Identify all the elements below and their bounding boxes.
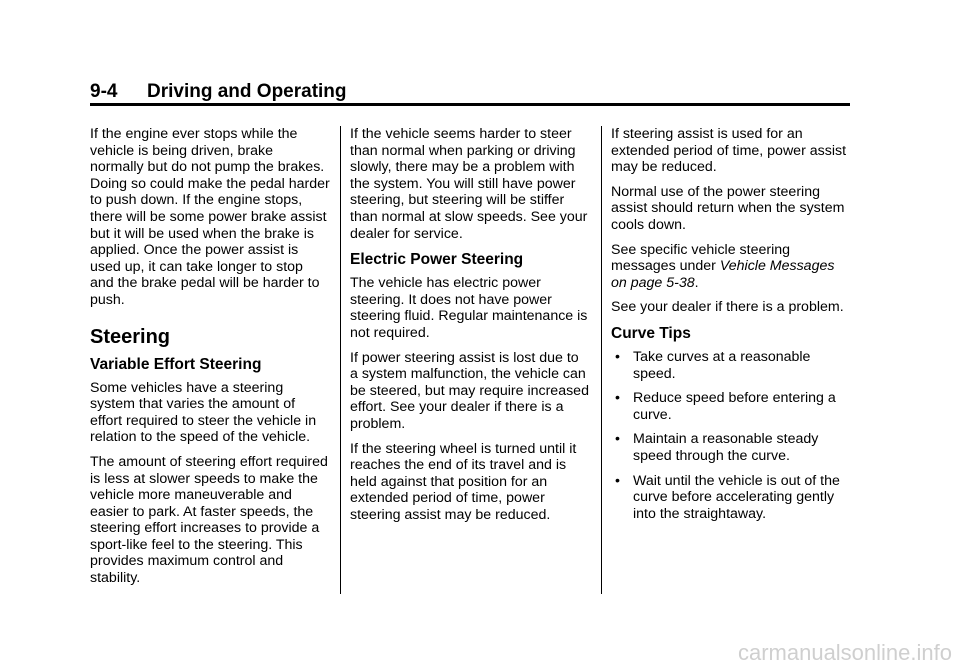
column-1 <box>90 126 330 595</box>
brake-paragraph: If the engine ever stops while the vehicle is being driven, brake normally but do not pump the brakes. Doing so could make the pedal harder to push down. If the engine stops, there will be some power brake assist but it will be used when the brake is applied. Once the power assist is used up, it can take longer to stop and the brake pedal will be harder to push. <box>90 126 330 308</box>
list-item <box>611 349 851 382</box>
steering-heading: Steering <box>90 325 171 348</box>
column-divider-1 <box>340 126 341 594</box>
messages-prefix: See specific vehicle steering messages under <box>611 241 791 275</box>
bullet-icon: • <box>615 431 620 448</box>
curve-tips-heading: Curve Tips <box>611 324 691 342</box>
watermark: carmanualsonline.info <box>737 640 952 665</box>
section-title: Driving and Operating <box>147 81 347 102</box>
list-item <box>611 431 851 464</box>
vehicle-messages-link[interactable]: Vehicle Messages on page 5-38 <box>611 258 835 291</box>
dealer-paragraph: See your dealer if there is a problem. <box>611 299 844 316</box>
eps-paragraph-1: The vehicle has electric power steering. It does not have power steering fluid. Regular maintenance is not required. <box>350 275 588 341</box>
header-rule <box>90 103 850 106</box>
tip-text: Reduce speed before entering a curve. <box>633 390 836 423</box>
steer-harder-paragraph: If the vehicle seems harder to steer than normal when parking or driving slowly, there may be a problem with the system. You will still have power steering, but steering will be stiffer than normal at slow speeds. See your dealer for service. <box>350 126 588 242</box>
page-number: 9-4 <box>90 81 118 102</box>
assist-paragraph-2: Normal use of the power steering assist should return when the system cools down. <box>611 183 845 233</box>
eps-heading: Electric Power Steering <box>350 251 524 269</box>
tip-text: Take curves at a reasonable speed. <box>633 348 811 382</box>
column-2 <box>350 126 590 531</box>
column-divider-2 <box>601 126 602 594</box>
assist-paragraph-1: If steering assist is used for an extended period of time, power assist may be reduced. <box>611 126 847 176</box>
bullet-icon: • <box>615 348 620 365</box>
bullet-icon: • <box>615 390 620 407</box>
tip-text: Maintain a reasonable steady speed through the curve. <box>633 431 819 464</box>
variable-paragraph-2: The amount of steering effort required is less at slower speeds to make the vehicle more maneuverable and easier to park. At faster speeds, the steering effort increases to provide a sport-like feel to the steering. This provides maximum control and stability. <box>90 453 328 587</box>
list-item <box>611 390 851 423</box>
variable-effort-heading: Variable Effort Steering <box>90 355 262 373</box>
column-3 <box>611 126 851 530</box>
bullet-icon: • <box>615 472 620 489</box>
eps-paragraph-2: If power steering assist is lost due to a system malfunction, the vehicle can be steered, but may require increased effort. See your dealer if there is a problem. <box>350 349 589 432</box>
variable-paragraph-1: Some vehicles have a steering system that varies the amount of effort required to steer the vehicle in relation to the speed of the vehicle. <box>90 379 317 446</box>
tip-text: Wait until the vehicle is out of the curve before accelerating gently into the straightaway. <box>633 472 840 522</box>
curve-tips-list <box>611 349 851 522</box>
eps-paragraph-3: If the steering wheel is turned until it reaches the end of its travel and is held against that position for an extended period of time, power steering assist may be reduced. <box>350 440 577 523</box>
messages-paragraph <box>611 242 851 292</box>
list-item <box>611 473 851 523</box>
messages-suffix: . <box>694 274 699 291</box>
